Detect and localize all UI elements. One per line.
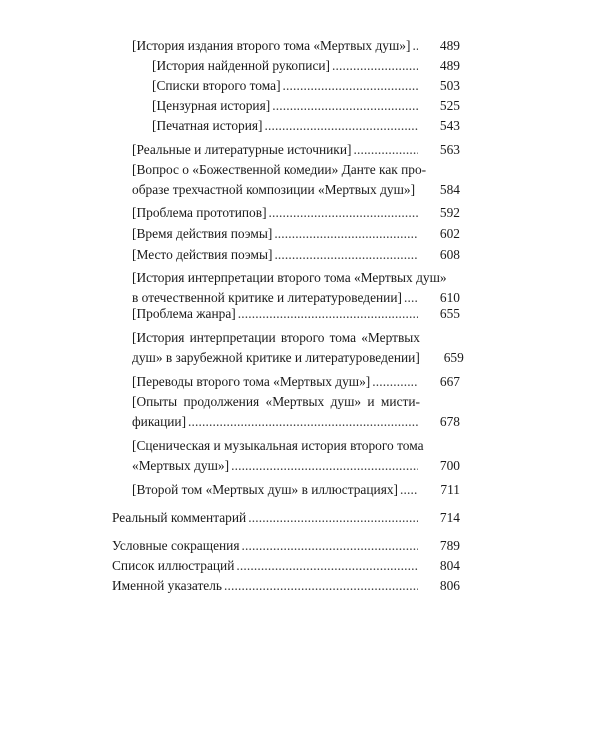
toc-page-number: 700 [439,458,460,473]
toc-entry-title: образе трехчастной композиции «Мертвых душ»] [132,182,416,197]
toc-entry-title: [Вопрос о «Божественной комедии» Данте как про- [132,162,427,177]
toc-entry [112,508,460,528]
toc-page-number: 489 [439,38,460,53]
toc-page-number: 584 [439,182,460,197]
toc-page-number: 659 [443,350,464,365]
dot-leader [188,412,418,432]
toc-page-number: 804 [439,558,460,573]
dot-leader [224,576,418,596]
toc-page-number: 525 [439,98,460,113]
toc-entry [132,36,460,56]
dot-leader [238,304,418,324]
toc-page-number: 711 [440,482,460,497]
toc-entry [132,224,460,244]
toc-page-number: 667 [439,374,460,389]
toc-entry-title: в отечественной критике и литературоведении] [132,290,402,305]
toc-page-number: 543 [439,118,460,133]
toc-page-number: 806 [439,578,460,593]
dot-leader [353,140,418,160]
toc-entry [132,328,464,368]
toc-page-number: 789 [439,538,460,553]
toc-entry-title: [История издания второго тома «Мертвых душ»] [132,38,411,53]
dot-leader [283,76,418,96]
toc-entry-title: Условные сокращения [112,538,240,553]
toc-entry [152,116,460,136]
toc-entry [112,576,460,596]
toc-entry-title: [Проблема жанра] [132,306,236,321]
toc-page-number: 608 [439,247,460,262]
toc-entry [132,140,460,160]
toc-entry [112,556,460,576]
toc-page-number: 563 [439,142,460,157]
toc-page-number: 655 [439,306,460,321]
toc-entry-title: [Проблема прототипов] [132,205,267,220]
toc-entry-title: [Сценическая и музыкальная история второго тома [132,438,424,453]
toc-entry-title: [Второй том «Мертвых душ» в иллюстрациях] [132,482,399,497]
toc-entry [132,304,460,324]
dot-leader [272,96,418,116]
toc-entry-title: [Реальные и литературные источники] [132,142,352,157]
dot-leader [236,556,418,576]
dot-leader [265,116,419,136]
toc-entry [132,160,460,200]
toc-entry [132,436,460,476]
toc-entry [132,203,460,223]
toc-entry [132,392,460,432]
dot-leader [231,456,418,476]
toc-page-number: 678 [439,414,460,429]
toc-page-number: 610 [439,290,460,305]
dot-leader [274,245,418,265]
dot-leader [242,536,419,556]
toc-entry [132,268,460,308]
toc-entry [112,536,460,556]
toc-entry [132,480,460,500]
toc-entry-title: фикации] [132,414,187,429]
toc-entry-title: Список иллюстраций [112,558,235,573]
toc-entry [132,372,460,392]
dot-leader [274,224,418,244]
toc-page-number: 602 [439,226,460,241]
dot-leader [248,508,418,528]
toc-entry [132,245,460,265]
toc-page-number: 714 [439,510,460,525]
toc-entry-title: [Опыты продолжения «Мертвых душ» и мисти- [132,394,420,409]
toc-entry [152,96,460,116]
toc-entry-title: [Списки второго тома] [152,78,281,93]
toc-entry-title: [История интерпретации второго тома «Мертвых [132,330,420,345]
toc-entry-title: [Цензурная история] [152,98,271,113]
toc-page-number: 592 [439,205,460,220]
dot-leader [269,203,418,223]
dot-leader [400,480,418,500]
toc-entry-title: Реальный комментарий [112,510,247,525]
dot-leader [372,372,418,392]
toc-entry-title: [Печатная история] [152,118,263,133]
dot-leader [412,36,418,56]
toc-entry [152,56,460,76]
toc-entry [152,76,460,96]
toc-entry-title: [История найденной рукописи] [152,58,331,73]
toc-page-number: 503 [439,78,460,93]
toc-entry-title: [Место действия поэмы] [132,247,273,262]
toc-entry-title: [Время действия поэмы] [132,226,273,241]
dot-leader [332,56,418,76]
toc-entry-title: Именной указатель [112,578,223,593]
toc-entry-title: «Мертвых душ»] [132,458,230,473]
toc-page-number: 489 [439,58,460,73]
toc-entry-title: [История интерпретации второго тома «Мертвых душ» [132,270,447,285]
toc-entry-title: душ» в зарубежной критике и литературоведении] [132,350,420,365]
dot-leader [417,180,418,200]
toc-entry-title: [Переводы второго тома «Мертвых душ»] [132,374,371,389]
